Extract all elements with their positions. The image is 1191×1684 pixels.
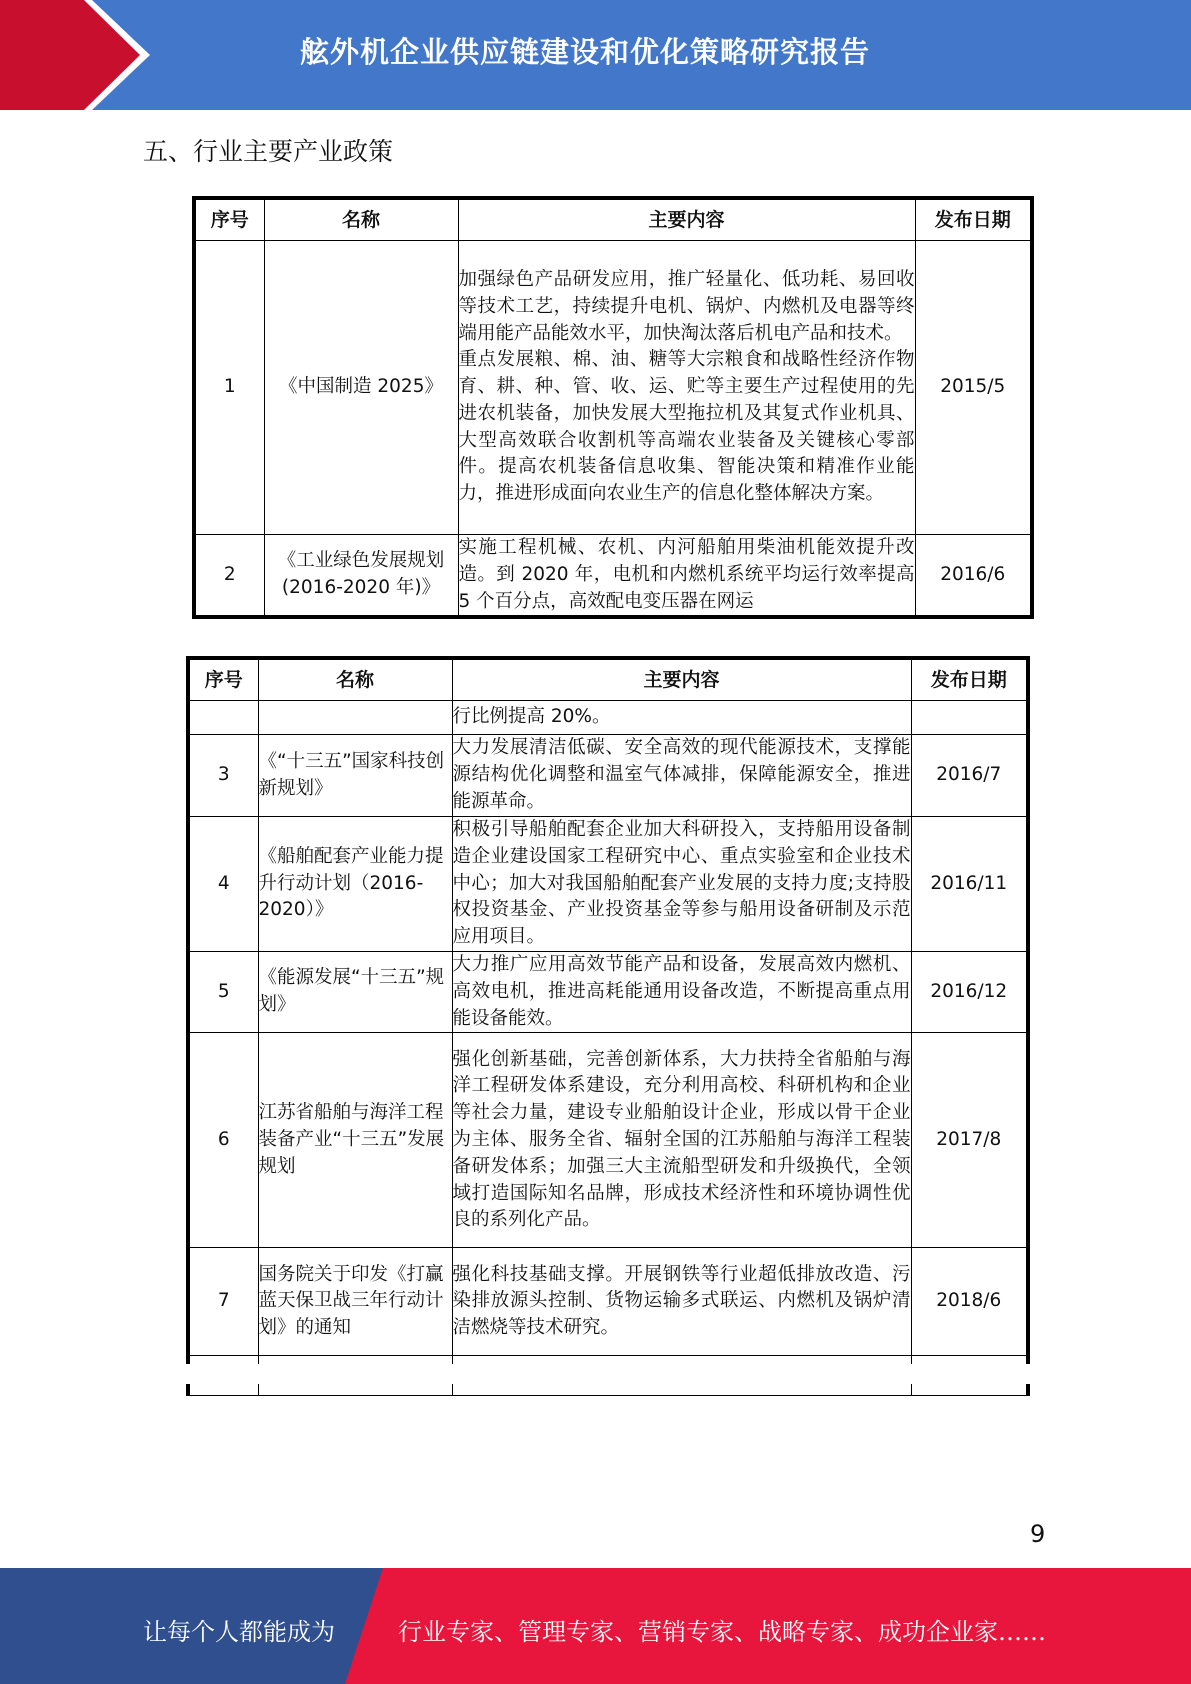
publish-date: 2016/7: [911, 735, 1028, 817]
section-heading: 五、行业主要产业政策: [143, 137, 394, 166]
report-title: 舷外机企业供应链建设和优化策略研究报告: [300, 35, 871, 69]
row-number: 4: [188, 817, 258, 952]
table-row: [188, 952, 1028, 1033]
policy-content: [458, 241, 915, 535]
column-header-no: 序号: [188, 658, 258, 701]
column-header-name: 名称: [258, 658, 452, 701]
policy-name: 国务院关于印发《打赢蓝天保卫战三年行动计划》的通知: [258, 1248, 452, 1356]
row-number: 1: [194, 241, 264, 535]
policy-content: 大力推广应用高效节能产品和设备，发展高效内燃机、高效电机，推进高耗能通用设备改造，不断提高重点用能设备能效。: [452, 952, 911, 1033]
column-header-content: 主要内容: [458, 198, 915, 241]
publish-date: 2017/8: [911, 1033, 1028, 1248]
table-row: [188, 701, 1028, 735]
row-number: 7: [188, 1248, 258, 1356]
column-header-date: 发布日期: [911, 658, 1028, 701]
table-cutoff-mask: [180, 1364, 1040, 1384]
policy-content-para-1: 加强绿色产品研发应用，推广轻量化、低功耗、易回收等技术工艺，持续提升电机、锅炉、内燃机及电器等终端用能产品能效水平，加快淘汰落后机电产品和技术。: [458, 268, 915, 344]
page-number: 9: [1030, 1520, 1046, 1548]
footer-slogan-left: 让每个人都能成为: [143, 1618, 335, 1646]
publish-date: 2016/6: [915, 535, 1032, 618]
policy-content: 行比例提高 20%。: [452, 701, 911, 735]
row-number: 3: [188, 735, 258, 817]
table-row: [194, 241, 1032, 535]
page-header: [0, 0, 1191, 110]
policy-name: 《“十三五”国家科技创新规划》: [258, 735, 452, 817]
policy-table-part1: [192, 196, 1034, 619]
policy-table-part2: [186, 656, 1030, 1396]
policy-name: 江苏省船舶与海洋工程装备产业“十三五”发展规划: [258, 1033, 452, 1248]
policy-content-para-2: 重点发展粮、棉、油、糖等大宗粮食和战略性经济作物育、耕、种、管、收、运、贮等主要生产过程使用的先进农机装备，加快发展大型拖拉机及其复式作业机具、大型高效联合收割机等高端农业装备及关键核心零部件。提高农机装备信息收集、智能决策和精准作业能力，推进形成面向农业生产的信息化整体解决方案。: [458, 349, 915, 505]
row-number: 5: [188, 952, 258, 1033]
row-number: 2: [194, 535, 264, 618]
column-header-no: 序号: [194, 198, 264, 241]
policy-content: 实施工程机械、农机、内河船舶用柴油机能效提升改造。到 2020 年，电机和内燃机系统平均运行效率提高 5 个百分点，高效配电变压器在网运: [458, 535, 915, 618]
policy-name: 《中国制造 2025》: [264, 241, 458, 535]
policy-name: 《船舶配套产业能力提升行动计划（2016-2020）》: [258, 817, 452, 952]
row-number: [188, 701, 258, 735]
column-header-content: 主要内容: [452, 658, 911, 701]
footer-slogan-right: 行业专家、管理专家、营销专家、战略专家、成功企业家……: [398, 1618, 1046, 1646]
table-row: [194, 535, 1032, 618]
policy-name: 《能源发展“十三五”规划》: [258, 952, 452, 1033]
policy-name: 《工业绿色发展规划(2016-2020 年)》: [264, 535, 458, 618]
publish-date: 2016/11: [911, 817, 1028, 952]
policy-content: 强化创新基础，完善创新体系，大力扶持全省船舶与海洋工程研发体系建设，充分利用高校、科研机构和企业等社会力量，建设专业船舶设计企业，形成以骨干企业为主体、服务全省、辐射全国的江苏船舶与海洋工程装备研发体系；加强三大主流船型研发和升级换代，全领域打造国际知名品牌，形成技术经济性和环境协调性优良的系列化产品。: [452, 1033, 911, 1248]
table-row: [188, 735, 1028, 817]
publish-date: [911, 701, 1028, 735]
page-footer: [0, 1568, 1191, 1684]
policy-name: [258, 701, 452, 735]
table-row: [188, 817, 1028, 952]
header-chevron-decoration: [0, 0, 150, 110]
row-number: 6: [188, 1033, 258, 1248]
policy-content: 积极引导船舶配套企业加大科研投入，支持船用设备制造企业建设国家工程研究中心、重点实验室和企业技术中心；加大对我国船舶配套产业发展的支持力度;支持股权投资基金、产业投资基金等参与船用设备研制及示范应用项目。: [452, 817, 911, 952]
publish-date: 2018/6: [911, 1248, 1028, 1356]
policy-content: 大力发展清洁低碳、安全高效的现代能源技术，支撑能源结构优化调整和温室气体减排，保障能源安全，推进能源革命。: [452, 735, 911, 817]
table-row: [188, 1033, 1028, 1248]
publish-date: 2016/12: [911, 952, 1028, 1033]
column-header-name: 名称: [264, 198, 458, 241]
column-header-date: 发布日期: [915, 198, 1032, 241]
policy-content: 强化科技基础支撑。开展钢铁等行业超低排放改造、污染排放源头控制、货物运输多式联运、内燃机及锅炉清洁燃烧等技术研究。: [452, 1248, 911, 1356]
publish-date: 2015/5: [915, 241, 1032, 535]
table-row: [188, 1248, 1028, 1356]
